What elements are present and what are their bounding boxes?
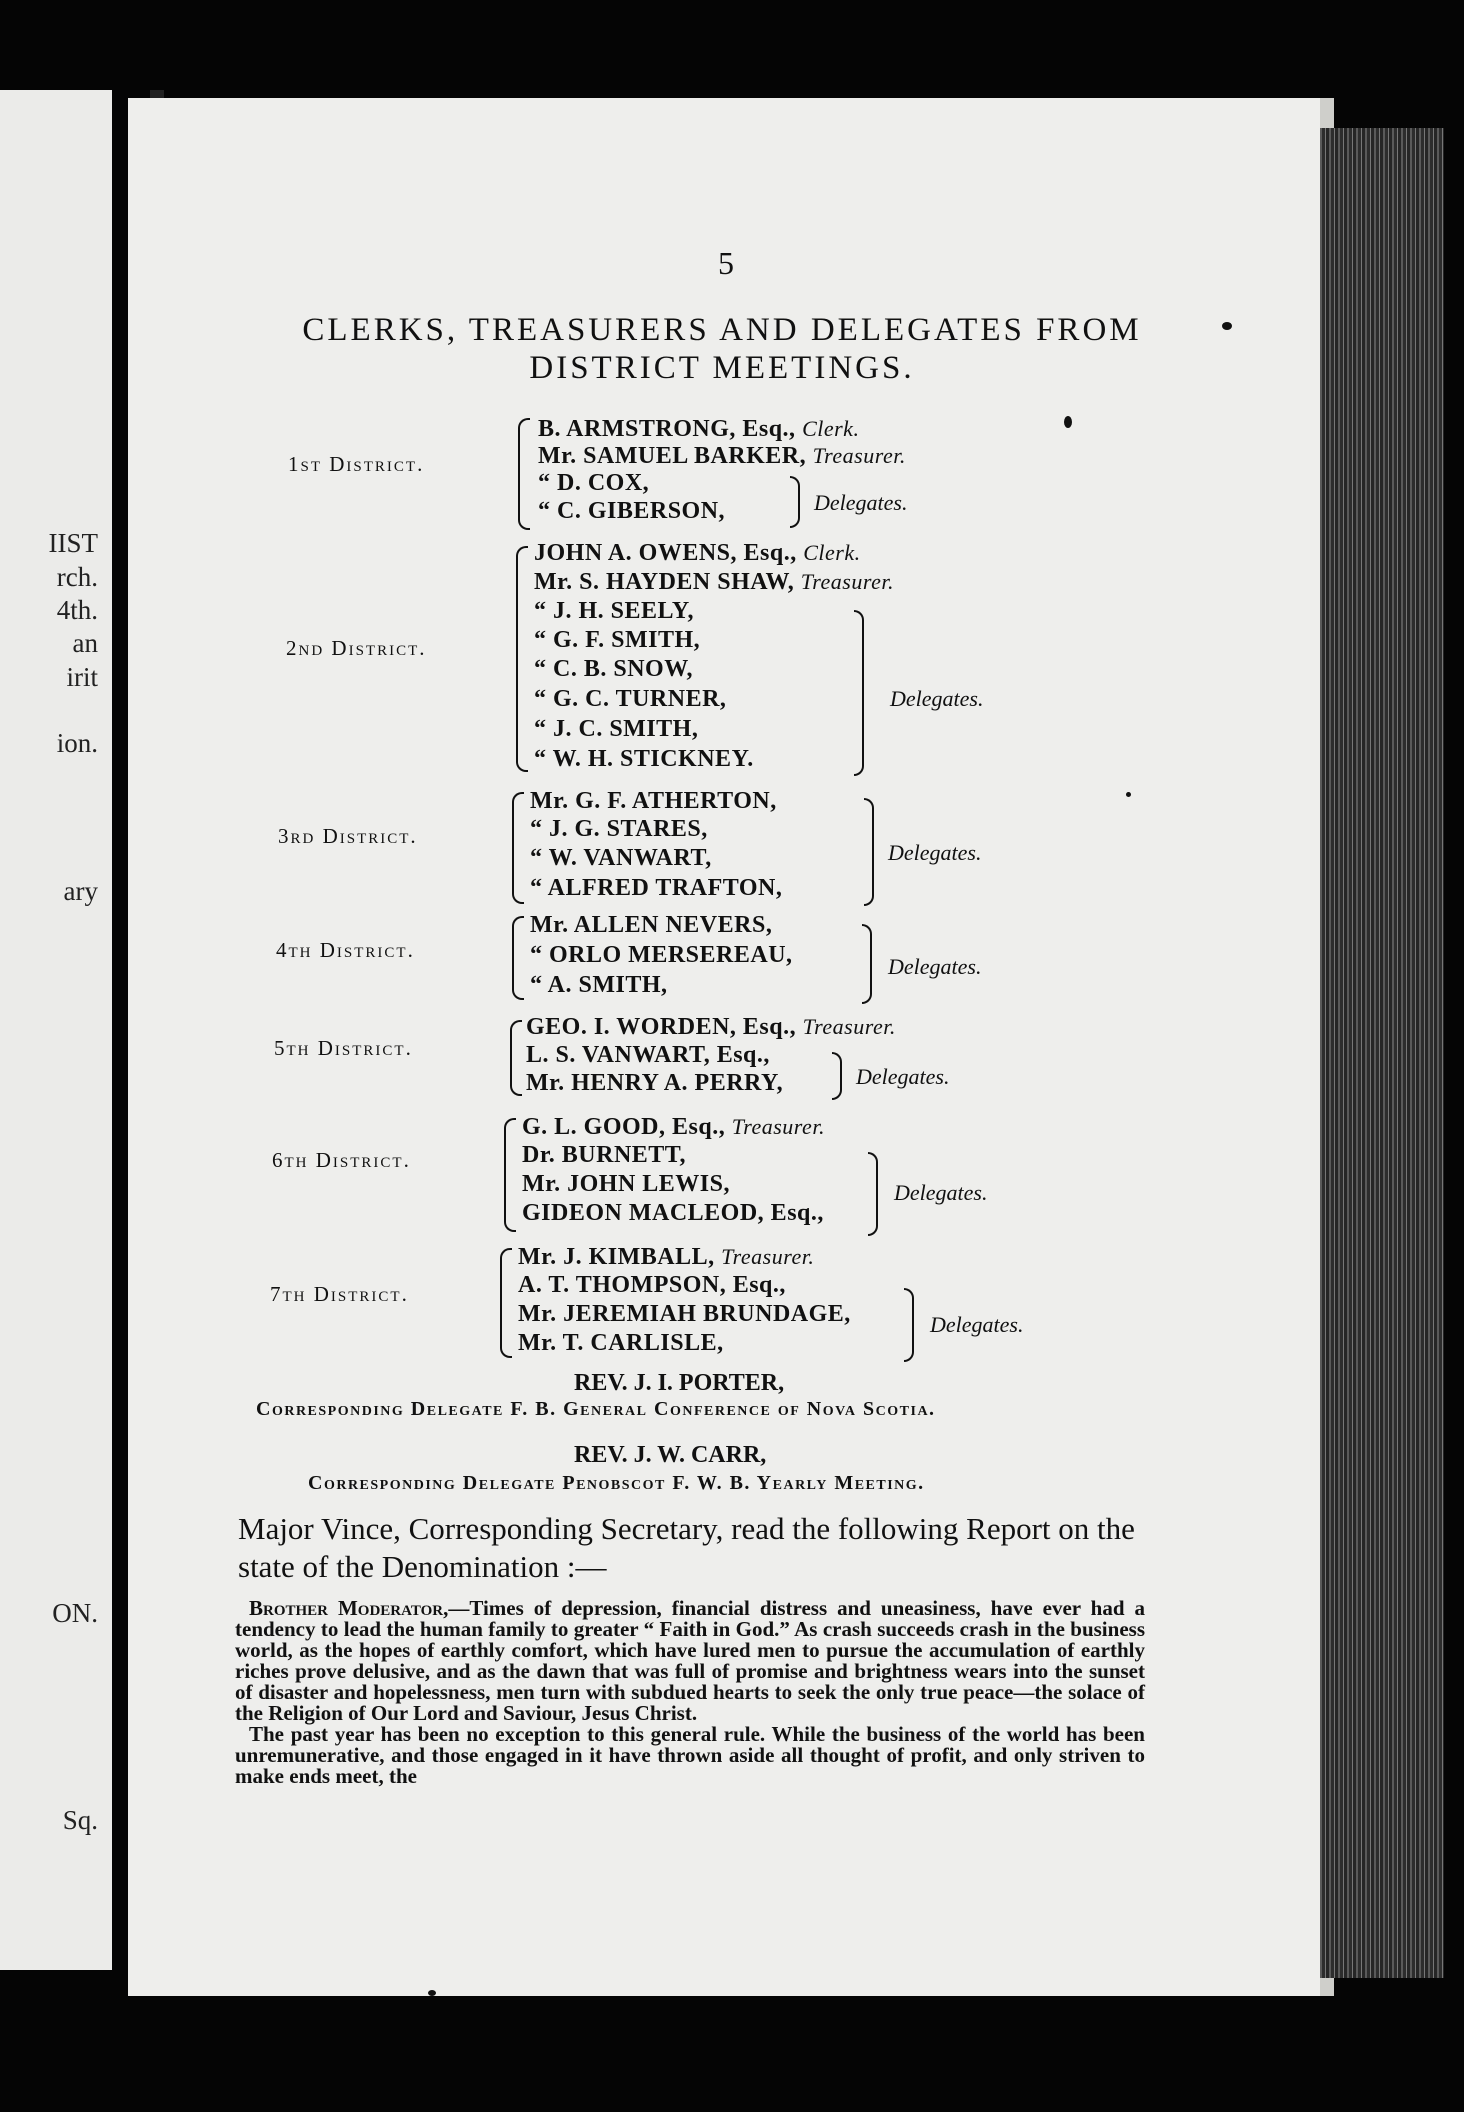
ink-speck <box>1064 416 1072 428</box>
prev-fragment: ON. <box>52 1598 98 1628</box>
brace <box>510 1020 522 1096</box>
report-body <box>235 1598 1145 1787</box>
entry: “ J. H. SEELY, <box>534 598 694 624</box>
entry: Mr. G. F. ATHERTON, <box>530 788 777 814</box>
entry: “ G. F. SMITH, <box>534 627 701 653</box>
report-paragraph: The past year has been no exception to this general rule. While the business of the world has been unremunerative, and those engaged in it have thrown aside all thought of profit, and only striven to make ends meet, the <box>235 1722 1145 1788</box>
prev-fragment: ion. <box>56 728 98 758</box>
prev-fragment: ary <box>63 876 98 906</box>
brace <box>500 1248 512 1358</box>
prev-fragment: rch. <box>56 562 98 592</box>
entry: JOHN A. OWENS, Esq., Clerk. <box>534 540 861 566</box>
delegates-label: Delegates. <box>814 490 908 515</box>
entry: Mr. HENRY A. PERRY, <box>526 1070 784 1096</box>
entry: Mr. J. KIMBALL, Treasurer. <box>518 1244 815 1270</box>
entry: GEO. I. WORDEN, Esq., Treasurer. <box>526 1014 896 1040</box>
corresponding-delegate-name: REV. J. I. PORTER, <box>574 1370 785 1396</box>
brace <box>868 1152 878 1236</box>
entry: Dr. BURNETT, <box>522 1142 687 1168</box>
entry: “ J. G. STARES, <box>530 816 708 842</box>
brace <box>504 1118 516 1232</box>
delegates-label: Delegates. <box>894 1180 988 1205</box>
district-label: 1st District. <box>288 452 425 476</box>
entry: Mr. S. HAYDEN SHAW, Treasurer. <box>534 569 894 595</box>
report-paragraph: Brother Moderator,—Times of depression, financial distress and uneasiness, have ever had a tendency to lead the human family to greater “ Faith in God.” As crash succeeds crash in the business world, as the hopes of earthly comfort, which have lured men to pursue the accumulation of earthly riches prove delusive, and as the dawn that was full of promise and brightness wears into the sunset of disaster and hopelessness, men turn with subdued hearts to seek the only true peace—the solace of the Religion of Our Lord and Saviour, Jesus Christ. <box>235 1596 1145 1725</box>
entry: Mr. JOHN LEWIS, <box>522 1171 730 1197</box>
entry: A. T. THOMPSON, Esq., <box>518 1272 786 1298</box>
report-intro: Major Vince, Corresponding Secretary, read the following Report on the state of the Denomination :— <box>238 1511 1135 1584</box>
entry: “ W. H. STICKNEY. <box>534 746 754 772</box>
delegates-label: Delegates. <box>888 954 982 979</box>
district-label: 2nd District. <box>286 636 427 660</box>
entry: Mr. JEREMIAH BRUNDAGE, <box>518 1301 851 1327</box>
entry: “ C. GIBERSON, <box>538 498 726 524</box>
prev-fragment: 4th. <box>56 595 98 625</box>
district-label: 6th District. <box>272 1148 411 1172</box>
entry: Mr. SAMUEL BARKER, Treasurer. <box>538 443 906 469</box>
delegates-label: Delegates. <box>856 1064 950 1089</box>
page-edges <box>1320 128 1444 1978</box>
brace <box>862 924 872 1004</box>
page-number: 5 <box>718 245 734 281</box>
entry: “ ALFRED TRAFTON, <box>530 875 783 901</box>
delegates-label: Delegates. <box>930 1312 1024 1337</box>
entry: G. L. GOOD, Esq., Treasurer. <box>522 1114 825 1140</box>
prev-fragment: an <box>72 628 98 658</box>
district-label: 4th District. <box>276 938 415 962</box>
brace <box>518 418 530 530</box>
entry: Mr. T. CARLISLE, <box>518 1330 724 1356</box>
brace <box>516 546 528 772</box>
corresponding-delegate-line: Corresponding Delegate F. B. General Conference of Nova Scotia. <box>256 1398 936 1420</box>
district-label: 3rd District. <box>278 824 418 848</box>
brace <box>512 916 524 1000</box>
delegates-label: Delegates. <box>890 686 984 711</box>
entry: “ G. C. TURNER, <box>534 686 727 712</box>
corresponding-delegate-line: Corresponding Delegate Penobscot F. W. B. Yearly Meeting. <box>308 1472 925 1494</box>
entry: Mr. ALLEN NEVERS, <box>530 912 773 938</box>
brace <box>790 476 800 528</box>
prev-fragment: IIST <box>48 528 98 558</box>
prev-fragment: Sq. <box>62 1805 98 1835</box>
entry: GIDEON MACLEOD, Esq., <box>522 1200 824 1226</box>
entry: “ C. B. SNOW, <box>534 656 693 682</box>
delegates-label: Delegates. <box>888 840 982 865</box>
brace <box>904 1288 914 1362</box>
entry: “ W. VANWART, <box>530 845 712 871</box>
entry: L. S. VANWART, Esq., <box>526 1042 770 1068</box>
corresponding-delegate-name: REV. J. W. CARR, <box>574 1442 767 1468</box>
ink-speck <box>428 1990 436 1996</box>
brace <box>512 792 524 904</box>
ink-speck <box>1126 792 1131 797</box>
prev-fragment: irit <box>66 662 98 692</box>
entry: “ ORLO MERSEREAU, <box>530 942 793 968</box>
brace <box>854 610 864 776</box>
entry: “ A. SMITH, <box>530 972 668 998</box>
entry: B. ARMSTRONG, Esq., Clerk. <box>538 416 860 442</box>
page-heading: CLERKS, TREASURERS AND DELEGATES FROM <box>302 312 1142 348</box>
district-label: 5th District. <box>274 1036 413 1060</box>
entry: “ J. C. SMITH, <box>534 716 699 742</box>
district-label: 7th District. <box>270 1282 409 1306</box>
page-subheading: DISTRICT MEETINGS. <box>529 350 915 386</box>
brace <box>832 1052 842 1100</box>
entry: “ D. COX, <box>538 470 650 496</box>
brace <box>864 798 874 906</box>
previous-page <box>0 90 112 1970</box>
ink-speck <box>1222 322 1232 330</box>
